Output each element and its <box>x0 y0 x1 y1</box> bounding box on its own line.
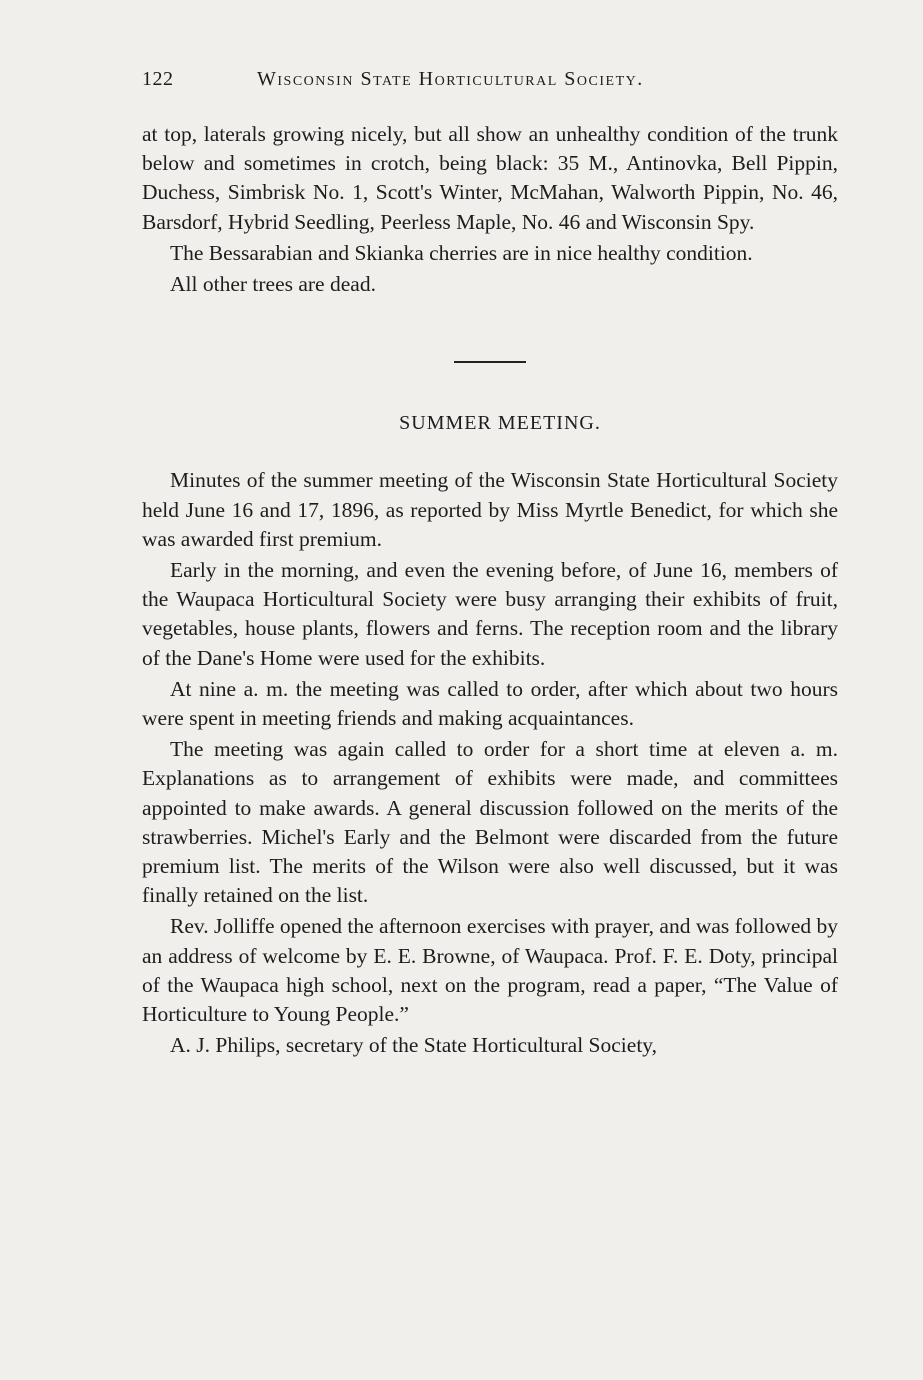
paragraph-cherries: The Bessarabian and Skianka cherries are in nice healthy condition. <box>170 240 753 265</box>
paragraph: The meeting was again called to order for a short time at eleven a. m. Explanations as to arrangement of exhibits were made, and committees appointed to make awards. A general discussion followed on the merits of the strawberries. Michel's Early and the Belmont were discarded from the future premium list. The merits of the Wilson were also well discussed, but it was finally retained on the list. <box>142 737 838 908</box>
page-body <box>142 120 838 1062</box>
paragraph-continued: at top, laterals growing nicely, but all show an unhealthy condition of the trunk below and sometimes in crotch, being black: 35 M., Antinovka, Bell Pippin, Duchess, Simbrisk No. 1, Scott's Winter, McMahan, Walworth Pippin, No. 46, Barsdorf, Hybrid Seedling, Peerless Maple, No. 46 and Wisconsin Spy. <box>142 122 838 234</box>
paragraph: Rev. Jolliffe opened the afternoon exercises with prayer, and was followed by an address of welcome by E. E. Browne, of Waupaca. Prof. F. E. Doty, principal of the Waupaca high school, next on the program, read a paper, “The Value of Horticulture to Young People.” <box>142 914 838 1027</box>
running-title: Wisconsin State Horticultural Society. <box>257 68 644 90</box>
page-number: 122 <box>142 68 174 90</box>
paragraph-trees: All other trees are dead. <box>170 272 376 297</box>
running-header <box>142 68 843 91</box>
paragraph: At nine a. m. the meeting was called to order, after which about two hours were spent in meeting friends and making acquaintances. <box>142 676 838 731</box>
section-divider <box>454 361 526 363</box>
paragraph: Early in the morning, and even the evening before, of June 16, members of the Waupaca Horticultural Society were busy arranging their exhibits of fruit, vegetables, house plants, flowers and ferns. The reception room and the library of the Dane's Home were used for the exhibits. <box>142 558 838 670</box>
section-title: SUMMER MEETING. <box>399 412 601 435</box>
paragraph: A. J. Philips, secretary of the State Horticultural Society, <box>170 1033 658 1058</box>
paragraph: Minutes of the summer meeting of the Wisconsin State Horticultural Society held June 16 and 17, 1896, as reported by Miss Myrtle Benedict, for which she was awarded first premium. <box>142 468 838 551</box>
